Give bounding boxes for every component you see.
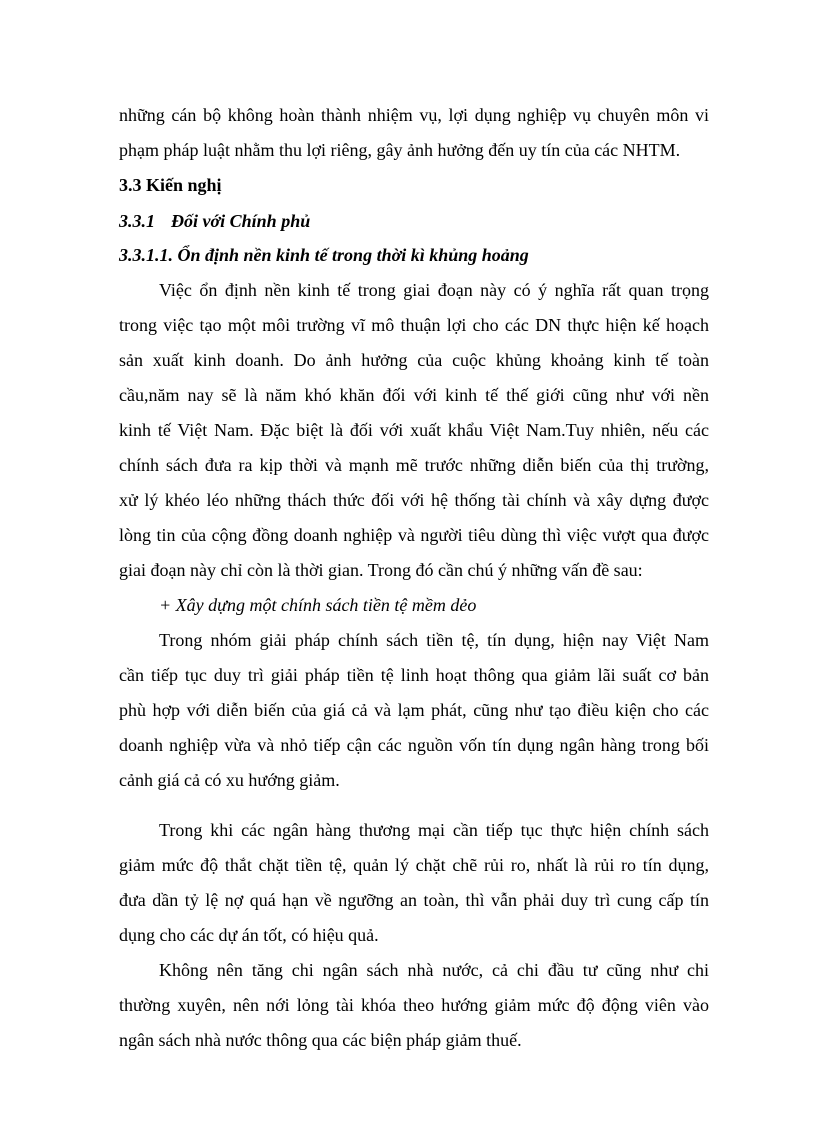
paragraph-line: Không nên tăng chi ngân sách nhà nước, cả chi đầu tư cũng như chi <box>159 960 709 980</box>
paragraph-line: giảm mức độ thắt chặt tiền tệ, quản lý chặt chẽ rủi ro, nhất là rủi ro tín dụng, <box>119 855 709 875</box>
intro-line: những cán bộ không hoàn thành nhiệm vụ, lợi dụng nghiệp vụ chuyên môn vi <box>119 105 709 125</box>
paragraph-line: kinh tế Việt Nam. Đặc biệt là đối với xuất khẩu Việt Nam.Tuy nhiên, nếu các <box>119 420 709 440</box>
paragraph-line: phù hợp với diễn biến của giá cả và lạm phát, cũng như tạo điều kiện cho các <box>119 700 709 720</box>
paragraph-line: doanh nghiệp vừa và nhỏ tiếp cận các nguồn vốn tín dụng ngân hàng trong bối <box>119 735 709 755</box>
paragraph-line: cầu,năm nay sẽ là năm khó khăn đối với kinh tế thế giới cũng như với nền <box>119 385 709 405</box>
bullet-item: + Xây dựng một chính sách tiền tệ mềm dẻo <box>159 595 477 615</box>
paragraph-line: giai đoạn này chỉ còn là thời gian. Trong đó cần chú ý những vấn đề sau: <box>119 560 643 580</box>
section-heading-3-3-1 <box>119 209 709 233</box>
paragraph-line: thường xuyên, nên nới lỏng tài khóa theo hướng giảm mức độ động viên vào <box>119 995 709 1015</box>
paragraph-line: chính sách đưa ra kịp thời và mạnh mẽ trước những diễn biến của thị trường, <box>119 455 709 475</box>
paragraph-line: Việc ổn định nền kinh tế trong giai đoạn này có ý nghĩa rất quan trọng <box>159 280 709 300</box>
paragraph-line: cảnh giá cả có xu hướng giảm. <box>119 770 340 790</box>
intro-line: phạm pháp luật nhằm thu lợi riêng, gây ảnh hưởng đến uy tín của các NHTM. <box>119 140 681 160</box>
paragraph-line: Trong nhóm giải pháp chính sách tiền tệ, tín dụng, hiện nay Việt Nam <box>159 630 709 650</box>
section-heading-3-3-1-1: 3.3.1.1. Ổn định nền kinh tế trong thời kì khủng hoảng <box>119 245 529 265</box>
paragraph-line: cần tiếp tục duy trì giải pháp tiền tệ linh hoạt thông qua giảm lãi suất cơ bản <box>119 665 709 685</box>
paragraph-line: sản xuất kinh doanh. Do ảnh hưởng của cuộc khủng khoảng kinh tế toàn <box>119 350 709 370</box>
paragraph-line: trong việc tạo một môi trường vĩ mô thuận lợi cho các DN thực hiện kế hoạch <box>119 315 709 335</box>
paragraph-line: Trong khi các ngân hàng thương mại cần tiếp tục thực hiện chính sách <box>159 820 709 840</box>
paragraph-line: lòng tin của cộng đồng doanh nghiệp và người tiêu dùng thì việc vượt qua được <box>119 525 709 545</box>
paragraph-line: xử lý khéo léo những thách thức đối với hệ thống tài chính và xây dựng được <box>119 490 709 510</box>
section-number: 3.3.1 <box>119 211 155 231</box>
paragraph-line: ngân sách nhà nước thông qua các biện pháp giảm thuế. <box>119 1030 522 1050</box>
section-title: Đối với Chính phủ <box>171 211 311 231</box>
paragraph-line: đưa dần tỷ lệ nợ quá hạn về ngưỡng an toàn, thì vẫn phải duy trì cung cấp tín <box>119 890 709 910</box>
section-heading-3-3: 3.3 Kiến nghị <box>119 175 222 195</box>
paragraph-line: dụng cho các dự án tốt, có hiệu quả. <box>119 925 379 945</box>
